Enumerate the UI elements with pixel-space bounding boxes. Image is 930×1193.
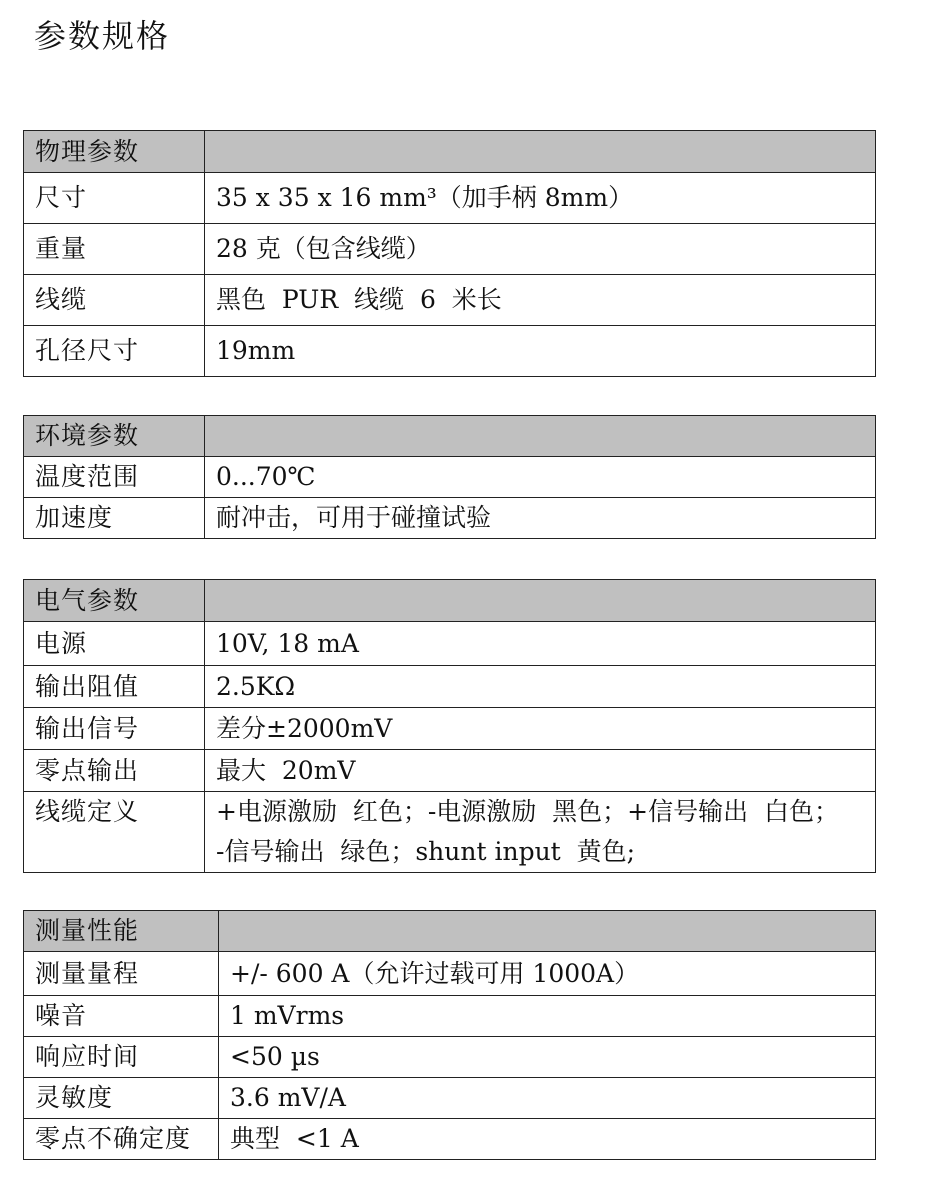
table-row <box>24 224 876 275</box>
row-label-weight: 重量 <box>24 224 205 275</box>
row-value-power: 10V, 18 mA <box>205 622 876 666</box>
table-row <box>24 666 876 708</box>
table-row <box>24 457 876 498</box>
row-label-response-time: 响应时间 <box>24 1037 219 1078</box>
row-value-response-time: <50 µs <box>219 1037 876 1078</box>
measurement-performance-table <box>23 910 876 1160</box>
row-value-sensitivity: 3.6 mV/A <box>219 1078 876 1119</box>
page-title: 参数规格 <box>34 17 171 55</box>
row-value-output-resistance: 2.5KΩ <box>205 666 876 708</box>
table-header-row <box>24 580 876 622</box>
section-heading: 测量性能 <box>24 911 219 952</box>
table-header-row <box>24 911 876 952</box>
table-row <box>24 1119 876 1160</box>
table-row <box>24 326 876 377</box>
row-value-cable: 黑色 PUR 线缆 6 米长 <box>205 275 876 326</box>
row-label-cable-definition: 线缆定义 <box>24 792 205 873</box>
row-value-temperature: 0...70℃ <box>205 457 876 498</box>
row-value-aperture: 19mm <box>205 326 876 377</box>
table-row <box>24 708 876 750</box>
table-header-row <box>24 131 876 173</box>
row-label-temperature: 温度范围 <box>24 457 205 498</box>
table-row <box>24 173 876 224</box>
row-value-size: 35 x 35 x 16 mm³（加手柄 8mm） <box>205 173 876 224</box>
table-row <box>24 498 876 539</box>
physical-params-table <box>23 130 876 377</box>
environment-params-table <box>23 415 876 539</box>
row-label-output-signal: 输出信号 <box>24 708 205 750</box>
table-row <box>24 996 876 1037</box>
table-row <box>24 622 876 666</box>
row-label-sensitivity: 灵敏度 <box>24 1078 219 1119</box>
table-row <box>24 750 876 792</box>
table-row <box>24 952 876 996</box>
table-row <box>24 792 876 873</box>
electrical-params-table <box>23 579 876 873</box>
row-value-cable-definition <box>205 792 876 873</box>
row-value-output-signal: 差分±2000mV <box>205 708 876 750</box>
row-label-size: 尺寸 <box>24 173 205 224</box>
table-row <box>24 275 876 326</box>
cable-definition-line-1: +电源激励 红色；-电源激励 黑色；+信号输出 白色； <box>216 797 840 826</box>
row-label-power: 电源 <box>24 622 205 666</box>
row-value-weight: 28 克（包含线缆） <box>205 224 876 275</box>
row-label-aperture: 孔径尺寸 <box>24 326 205 377</box>
table-header-row <box>24 416 876 457</box>
table-row <box>24 1037 876 1078</box>
row-label-cable: 线缆 <box>24 275 205 326</box>
row-value-noise: 1 mVrms <box>219 996 876 1037</box>
row-label-output-resistance: 输出阻值 <box>24 666 205 708</box>
row-value-zero-uncertainty: 典型 <1 A <box>219 1119 876 1160</box>
header-empty-cell <box>205 416 876 457</box>
row-label-zero-output: 零点输出 <box>24 750 205 792</box>
row-value-measuring-range: +/- 600 A（允许过载可用 1000A） <box>219 952 876 996</box>
cable-definition-line-2: -信号输出 绿色；shunt input 黄色; <box>216 837 636 866</box>
header-empty-cell <box>205 131 876 173</box>
section-heading: 环境参数 <box>24 416 205 457</box>
header-empty-cell <box>205 580 876 622</box>
section-heading: 物理参数 <box>24 131 205 173</box>
row-value-zero-output: 最大 20mV <box>205 750 876 792</box>
row-label-zero-uncertainty: 零点不确定度 <box>24 1119 219 1160</box>
table-row <box>24 1078 876 1119</box>
row-label-noise: 噪音 <box>24 996 219 1037</box>
row-label-measuring-range: 测量量程 <box>24 952 219 996</box>
header-empty-cell <box>219 911 876 952</box>
section-heading: 电气参数 <box>24 580 205 622</box>
row-label-acceleration: 加速度 <box>24 498 205 539</box>
row-value-acceleration: 耐冲击，可用于碰撞试验 <box>205 498 876 539</box>
